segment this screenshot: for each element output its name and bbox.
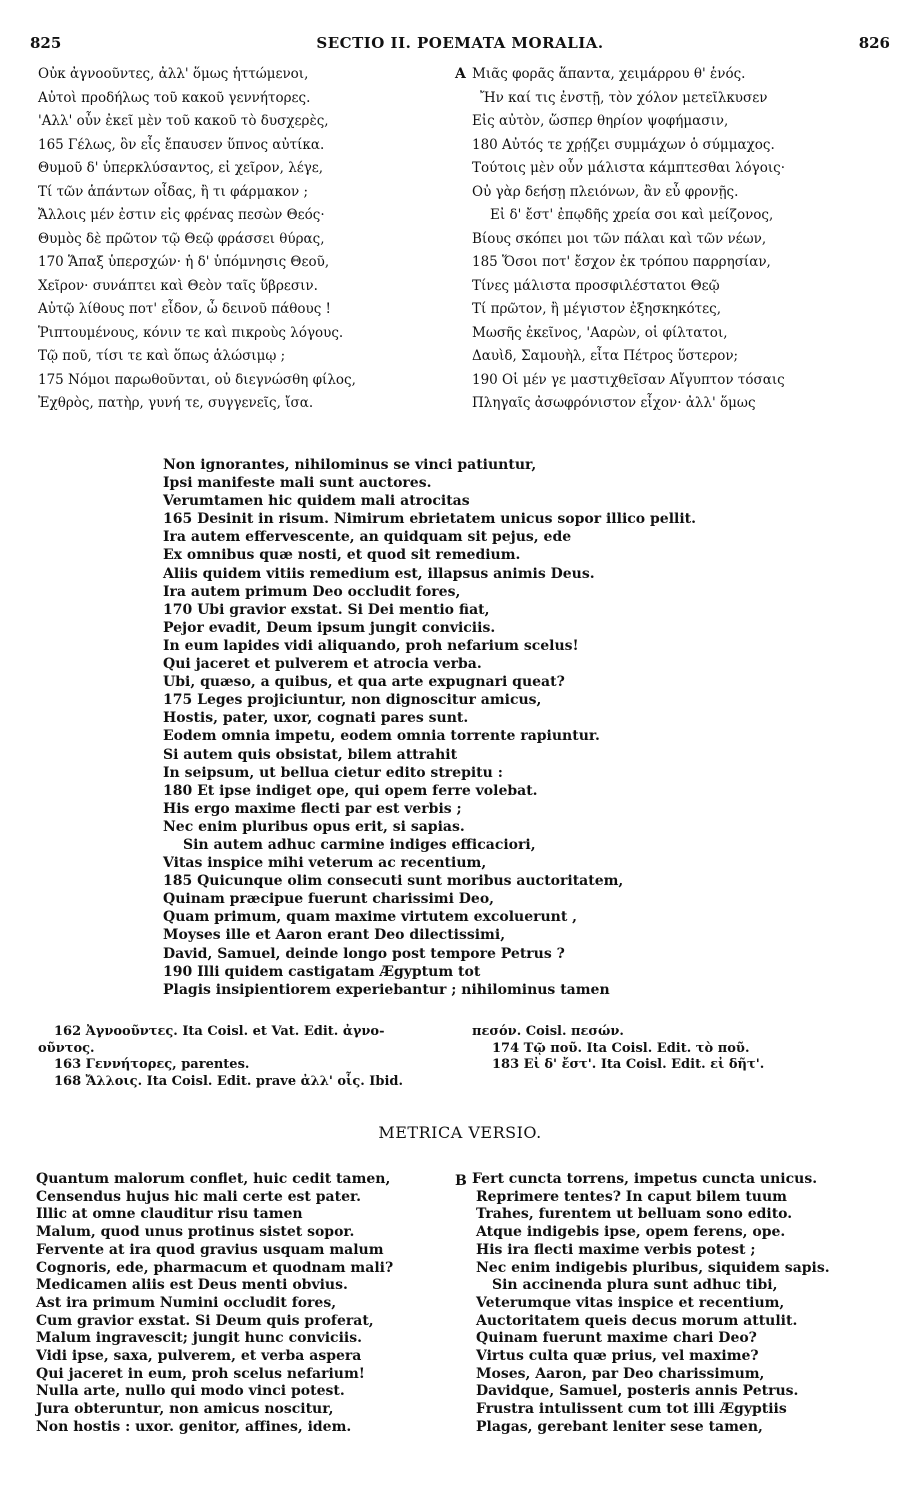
greek-column-left [38,63,438,416]
greek-line: Οὐ γὰρ δεήσῃ πλειόνων, ἂν εὖ φρονῇς. [472,183,739,200]
notes-right [472,1024,892,1074]
note-line: 162 Ἀγνοοῦντες. Ita Coisl. et Vat. Edit. ἀγνο- [54,1024,385,1039]
verse-line: Reprimere tentes? In caput bilem tuum [476,1188,787,1205]
verse-line: Cum gravior exstat. Si Deum quis proferat, [36,1312,374,1329]
greek-line: Μωσῆς ἐκεῖνος, 'Ααρὼν, οἱ φίλτατοι, [472,324,728,341]
verse-line: Virtus culta quæ prius, vel maxime? [476,1348,759,1365]
note-line: 168 Ἄλλοις. Ita Coisl. Edit. prave ἀλλ' οἷς. Ibid. [54,1073,404,1089]
verse-line: Jura obteruntur, non amicus noscitur, [36,1401,334,1418]
greek-line: Ἤν καί τις ἐνστῇ, τὸν χόλον μετεῖλκυσεν [480,89,768,106]
greek-line: 175 Νόμοι παρωθοῦνται, οὐ διεγνώσθη φίλος, [38,371,356,388]
latin-line: Ubi, quæso, a quibus, et qua arte expugnari queat? [163,674,565,691]
verse-line: Fervente at ira quod gravius usquam malum [36,1241,384,1258]
verse-line: Malum ingravescit; jungit hunc conviciis. [36,1330,362,1347]
latin-translation [163,456,783,999]
metrica-column-left [36,1171,446,1437]
notes-left [38,1024,458,1090]
latin-line: Qui jaceret et pulverem et atrocia verba. [163,656,482,673]
verse-line: Quinam fuerunt maxime chari Deo? [476,1330,757,1347]
verse-line: Qui jaceret in eum, proh scelus nefarium! [36,1365,365,1382]
latin-line: Aliis quidem vitiis remedium est, illapsus animis Deus. [163,565,595,582]
greek-line: Θυμοῦ δ' ὑπερκλύσαντος, εἰ χεῖρον, λέγε, [38,160,324,176]
column-marker-a: A [455,66,466,82]
greek-line: Βίους σκόπει μοι τῶν πάλαι καὶ τῶν νέων, [472,230,767,247]
greek-line: Μιᾶς φορᾶς ἅπαντα, χειμάρρου θ' ἑνός. [472,66,746,82]
latin-line: Sin autem adhuc carmine indiges efficaciori, [183,836,536,853]
verse-line: Illic at omne clauditur risu tamen [36,1206,303,1223]
metrica-column-right [472,1171,892,1437]
verse-line: Malum, quod unus protinus sistet sopor. [36,1224,355,1241]
verse-line: Non hostis : uxor. genitor, affines, idem. [36,1418,352,1435]
note-line: 183 Εἰ δ' ἔστ'. Ita Coisl. Edit. εἰ δῆτ'. [492,1057,765,1072]
verse-line: Davidque, Samuel, posteris annis Petrus. [476,1383,799,1400]
verse-line: Auctoritatem queis decus morum attulit. [476,1312,798,1329]
verse-line: Moses, Aaron, par Deo charissimum, [476,1365,765,1382]
greek-line: 185 Ὅσοι ποτ' ἔσχον ἐκ τρόπου παρρησίαν, [472,254,771,270]
greek-line: 170 Ἅπαξ ὑπερσχών· ἡ δ' ὑπόμνησις Θεοῦ, [38,254,330,270]
latin-line: Moyses ille et Aaron erant Deo dilectissimi, [163,927,506,944]
note-line: οῦντος. [38,1040,95,1056]
greek-line: Αὐτῷ λίθους ποτ' εἶδον, ὦ δεινοῦ πάθους ! [38,301,331,317]
greek-column-right [472,63,892,416]
note-line: πεσόν. Coisl. πεσών. [472,1024,624,1039]
verse-line: Nulla arte, nullo qui modo vinci potest. [36,1383,345,1400]
verse-line: Veterumque vitas inspice et recentium, [476,1294,785,1311]
latin-line: Verumtamen hic quidem mali atrocitas [163,493,470,510]
column-marker-b: B [455,1173,467,1189]
latin-line: Nec enim pluribus opus erit, si sapias. [163,818,465,835]
greek-line: Πληγαῖς ἀσωφρόνιστον εἶχον· ἀλλ' ὅμως [472,395,756,411]
verse-line: Ast ira primum Numini occludit fores, [36,1294,337,1311]
greek-line: Χεῖρον· συνάπτει καὶ Θεὸν ταῖς ὕβρεσιν. [38,277,318,294]
latin-line: 175 Leges projiciuntur, non dignoscitur amicus, [163,692,542,709]
verse-line: Sin accinenda plura sunt adhuc tibi, [492,1277,778,1294]
verse-line: Plagas, gerebant leniter sese tamen, [476,1418,763,1435]
verse-line: Censendus hujus hic mali certe est pater. [36,1188,361,1205]
page-number-right: 826 [858,34,890,52]
metrica-versio-title: METRICA VERSIO. [378,1123,542,1142]
greek-line: 165 Γέλως, ὃν εἶς ἔπαυσεν ὕπνος αὐτίκα. [38,136,325,153]
latin-line: Ex omnibus quæ nosti, et quod sit remedium. [163,547,521,564]
verse-line: Trahes, furentem ut belluam sono edito. [476,1206,793,1223]
greek-line: Θυμὸς δὲ πρῶτον τῷ Θεῷ φράσσει θύρας, [38,230,325,247]
greek-line: Τί πρῶτον, ἢ μέγιστον ἐξησκηκότες, [472,301,721,317]
greek-line: Εἰς αὐτὸν, ὥσπερ θηρίον ψοφήμασιν, [472,113,729,129]
verse-line: Nec enim indigebis pluribus, siquidem sapis. [476,1259,830,1276]
latin-line: His ergo maxime flecti par est verbis ; [163,800,462,817]
verse-line: His ira flecti maxime verbis potest ; [476,1241,756,1258]
latin-line: In eum lapides vidi aliquando, proh nefarium scelus! [163,637,579,654]
latin-line: Eodem omnia impetu, eodem omnia torrente rapiuntur. [163,728,600,745]
page-number-left: 825 [30,34,62,52]
verse-line: Quantum malorum conflet, huic cedit tamen, [36,1171,391,1187]
greek-line: Τῷ ποῦ, τίσι τε καὶ ὅπως ἁλώσιμῳ ; [38,348,286,364]
verse-line: Atque indigebis ipse, opem ferens, ope. [476,1224,786,1241]
greek-line: Ἐχθρὸς, πατὴρ, γυνή τε, συγγενεῖς, ἴσα. [38,395,314,411]
latin-line: Si autem quis obsistat, bilem attrahit [163,746,458,763]
greek-line: Τί τῶν ἁπάντων οἶδας, ἢ τι φάρμακον ; [38,183,309,200]
latin-line: 190 Illi quidem castigatam Ægyptum tot [163,963,481,980]
latin-line: Pejor evadit, Deum ipsum jungit conviciis. [163,619,496,636]
latin-line: Quinam præcipue fuerunt charissimi Deo, [163,891,495,908]
greek-line: Οὐκ ἀγνοοῦντες, ἀλλ' ὅμως ἡττώμενοι, [38,66,309,82]
latin-line: 165 Desinit in risum. Nimirum ebrietatem unicus sopor illico pellit. [163,511,696,528]
greek-line: Δαυὶδ, Σαμουὴλ, εἶτα Πέτρος ὕστερον; [472,348,739,364]
verse-line: Medicamen aliis est Deus menti obvius. [36,1277,348,1294]
latin-line: Ira autem effervescente, an quidquam sit pejus, ede [163,529,572,546]
latin-line: 180 Et ipse indiget ope, qui opem ferre volebat. [163,782,538,799]
greek-line: Αὐτοὶ προδήλως τοῦ κακοῦ γεννήτορες. [38,89,311,106]
verse-line: Frustra intulissent cum tot illi Ægyptiis [476,1401,787,1418]
greek-line: 190 Οἱ μέν γε μαστιχθεῖσαν Αἴγυπτον τόσαις [472,371,785,388]
verse-line: Fert cuncta torrens, impetus cuncta unicus. [472,1171,818,1187]
note-line: 174 Τῷ ποῦ. Ita Coisl. Edit. τὸ ποῦ. [492,1040,750,1056]
latin-line: Ira autem primum Deo occludit fores, [163,583,461,600]
latin-line: Plagis insipientiorem experiebantur ; nihilominus tamen [163,981,610,998]
latin-line: In seipsum, ut bellua cietur edito strepitu : [163,764,503,781]
greek-line: 180 Αὐτός τε χρῄζει συμμάχων ὁ σύμμαχος. [472,136,775,153]
latin-line: 170 Ubi gravior exstat. Si Dei mentio fiat, [163,601,490,618]
latin-line: Ipsi manifeste mali sunt auctores. [163,475,432,492]
greek-line: Τούτοις μὲν οὖν μάλιστα κάμπτεσθαι λόγοις· [472,160,785,176]
latin-line: 185 Quicunque olim consecuti sunt moribus auctoritatem, [163,873,624,890]
greek-line: Εἰ δ' ἔστ' ἐπῳδῆς χρεία σοι καὶ μείζονος, [490,207,774,223]
latin-line: Vitas inspice mihi veterum ac recentium, [163,855,487,872]
verse-line: Cognoris, ede, pharmacum et quodnam mali? [36,1259,394,1276]
latin-line: Non ignorantes, nihilominus se vinci patiuntur, [163,457,537,473]
greek-line: 'Αλλ' οὖν ἐκεῖ μὲν τοῦ κακοῦ τὸ δυσχερὲς, [38,113,329,129]
latin-line: David, Samuel, deinde longo post tempore Petrus ? [163,945,565,962]
greek-line: Τίνες μάλιστα προσφιλέστατοι Θεῷ [472,277,720,294]
verse-line: Vidi ipse, saxa, pulverem, et verba aspera [36,1348,362,1365]
greek-line: Ἄλλοις μέν ἐστιν εἰς φρένας πεσὼν Θεός· [38,207,325,223]
note-line: 163 Γεννήτορες, parentes. [54,1057,250,1072]
greek-line: Ῥιπτουμένους, κόνιν τε καὶ πικροὺς λόγους. [38,324,344,341]
section-title: SECTIO II. POEMATA MORALIA. [316,34,604,52]
latin-line: Quam primum, quam maxime virtutem excoluerunt , [163,909,578,926]
running-head [30,34,890,58]
latin-line: Hostis, pater, uxor, cognati pares sunt. [163,710,469,727]
